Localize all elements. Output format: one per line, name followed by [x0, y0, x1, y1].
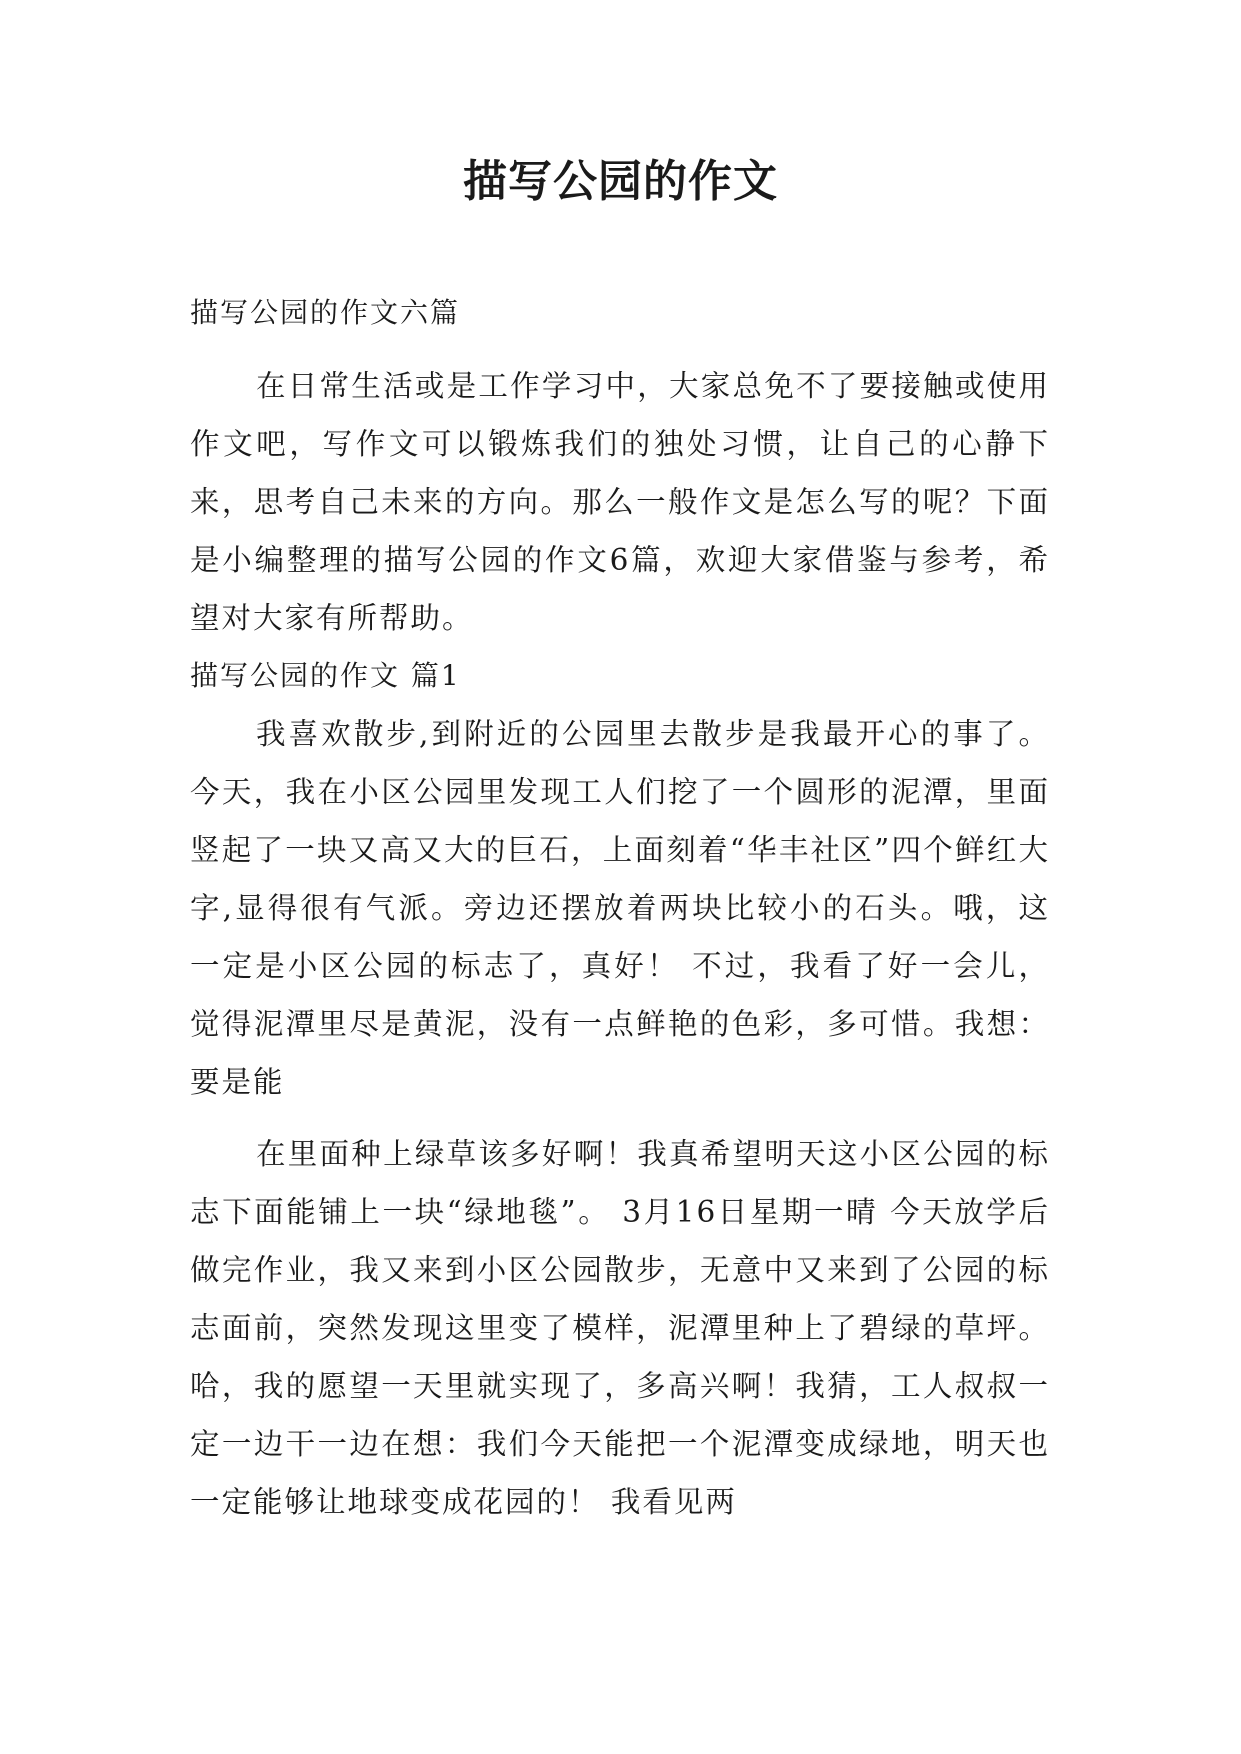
body-paragraph: 在里面种上绿草该多好啊！我真希望明天这小区公园的标志下面能铺上一块“绿地毯”。 3月16日星期一晴 今天放学后做完作业，我又来到小区公园散步，无意中又来到了公园的标志面前，突然发现这里变了模样，泥潭里种上了碧绿的草坪。哈，我的愿望一天里就实现了，多高兴啊！我猜，工人叔叔一定一边干一边在想：我们今天能把一个泥潭变成绿地，明天也一定能够让地球变成花园的！ 我看见两: [190, 1137, 1050, 1519]
document-body: [190, 357, 1050, 1531]
document-subtitle: 描写公园的作文六篇: [190, 296, 461, 329]
body-paragraph: 我喜欢散步,到附近的公园里去散步是我最开心的事了。今天，我在小区公园里发现工人们挖了一个圆形的泥潭，里面竖起了一块又高又大的巨石，上面刻着“华丰社区”四个鲜红大字,显得很有气派。旁边还摆放着两块比较小的石头。哦，这一定是小区公园的标志了，真好！ 不过，我看了好一会儿，觉得泥潭里尽是黄泥，没有一点鲜艳的色彩，多可惜。我想：要是能: [190, 717, 1050, 1099]
section-heading: 描写公园的作文 篇1: [190, 659, 461, 692]
intro-paragraph: 在日常生活或是工作学习中，大家总免不了要接触或使用作文吧，写作文可以锻炼我们的独处习惯，让自己的心静下来，思考自己未来的方向。那么一般作文是怎么写的呢？下面是小编整理的描写公园的作文6篇，欢迎大家借鉴与参考，希望对大家有所帮助。: [190, 369, 1050, 635]
document-title: 描写公园的作文: [463, 156, 778, 207]
